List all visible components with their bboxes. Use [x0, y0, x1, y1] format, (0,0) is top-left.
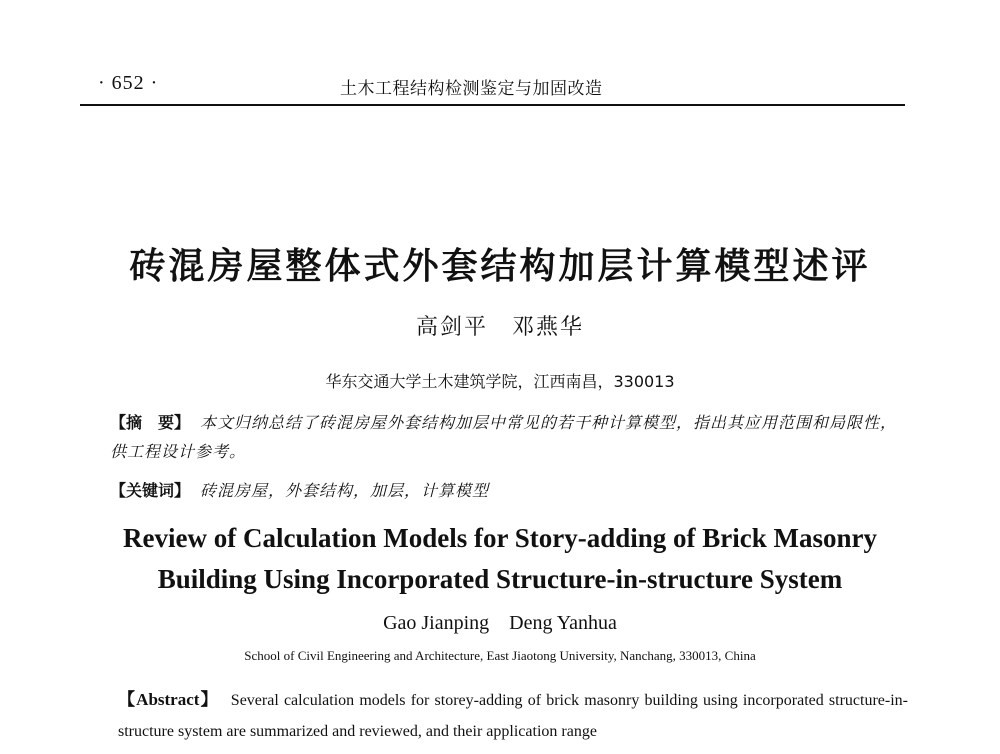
chinese-keywords [110, 478, 910, 504]
chinese-keywords-label: 【关键词】 [110, 481, 191, 500]
journal-name: 土木工程结构检测鉴定与加固改造 [340, 79, 603, 99]
english-title [0, 518, 1000, 600]
chinese-keywords-text: 砖混房屋，外套结构，加层，计算模型 [200, 481, 490, 500]
english-abstract-label: 【Abstract】 [118, 690, 219, 709]
chinese-abstract-label: 【摘 要】 [110, 413, 191, 432]
english-affiliation: School of Civil Engineering and Architecture, East Jiaotong University, Nanchang, 330013, China [244, 648, 756, 663]
english-authors: Gao Jianping Deng Yanhua [383, 612, 617, 634]
header-rule [80, 104, 905, 106]
running-header [80, 68, 905, 102]
chinese-affiliation: 华东交通大学土木建筑学院，江西南昌，330013 [325, 372, 675, 391]
english-title-line-2: Building Using Incorporated Structure-in-structure System [157, 564, 843, 594]
english-abstract-text: Several calculation models for storey-adding of brick masonry building using incorporated structure-in-structure system are summarized and reviewed, and their application range [118, 692, 908, 740]
chinese-abstract-text: 本文归纳总结了砖混房屋外套结构加层中常见的若干种计算模型，指出其应用范围和局限性，供工程设计参考。 [110, 413, 898, 461]
english-abstract [118, 684, 908, 747]
chinese-authors: 高剑平 邓燕华 [415, 315, 584, 340]
chinese-abstract [110, 408, 910, 466]
english-title-line-1: Review of Calculation Models for Story-adding of Brick Masonry [123, 523, 877, 553]
chinese-title: 砖混房屋整体式外套结构加层计算模型述评 [129, 245, 871, 287]
page-number: · 652 · [98, 72, 159, 94]
